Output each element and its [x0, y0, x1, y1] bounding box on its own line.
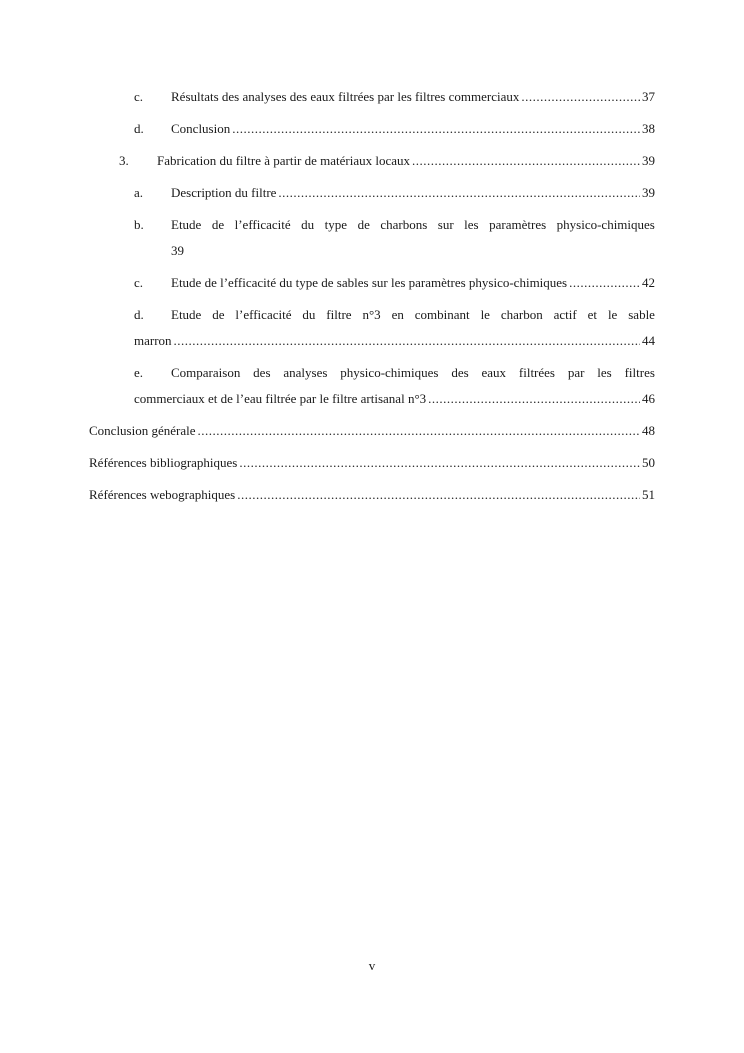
- toc-entry-title: Description du filtre: [171, 185, 277, 200]
- toc-entry-title: Etude de l’efficacité du type de sables sur les paramètres physico-chimiques: [171, 275, 568, 290]
- toc-entry-title: Etude de l’efficacité du filtre n°3 en combinant le charbon actif et le sable: [171, 307, 655, 322]
- toc-entry-title: Références bibliographiques: [89, 455, 238, 470]
- toc-entry[interactable]: [134, 275, 655, 291]
- toc-entry-title-continued: marron: [134, 333, 172, 348]
- dot-leader: [232, 121, 640, 137]
- toc-entry-page: 44: [642, 333, 655, 348]
- toc-entry-marker: d.: [134, 307, 144, 322]
- toc-entry-marker: d.: [134, 121, 144, 136]
- toc-entry-title: Comparaison des analyses physico-chimiques des eaux filtrées par les filtres: [171, 365, 655, 380]
- dot-leader: [198, 423, 641, 439]
- toc-entry[interactable]: [89, 423, 655, 439]
- dot-leader: [237, 487, 640, 503]
- dot-leader: [412, 153, 640, 169]
- toc-entry[interactable]: [89, 487, 655, 503]
- toc-entry-title: Résultats des analyses des eaux filtrées par les filtres commerciaux: [171, 89, 520, 104]
- dot-leader: [239, 455, 640, 471]
- toc-entry-marker: b.: [134, 217, 144, 232]
- toc-entry[interactable]: [89, 455, 655, 471]
- toc-entry-marker: c.: [134, 89, 144, 104]
- dot-leader: [278, 185, 640, 201]
- toc-entry-marker: 3.: [119, 153, 129, 168]
- toc-entry-page: 38: [642, 121, 655, 136]
- toc-entry[interactable]: [134, 121, 655, 137]
- toc-entry-title: Références webographiques: [89, 487, 236, 502]
- toc-entry-marker: e.: [134, 365, 144, 380]
- toc-entry[interactable]: [119, 153, 655, 169]
- dot-leader: [174, 333, 640, 349]
- toc-entry-page: 42: [642, 275, 655, 290]
- toc-entry-page: 48: [642, 423, 655, 438]
- toc-entry-page: 39: [642, 185, 655, 200]
- dot-leader: [428, 391, 640, 407]
- toc-entry-page: 39: [642, 153, 655, 168]
- toc-entry[interactable]: [134, 89, 655, 105]
- toc-entry-title: Etude de l’efficacité du type de charbons sur les paramètres physico-chimiques: [171, 217, 655, 232]
- toc-entry-title-continued: commerciaux et de l’eau filtrée par le filtre artisanal n°3: [134, 391, 427, 406]
- page-number: v: [368, 958, 376, 973]
- toc-entry-marker: c.: [134, 275, 144, 290]
- toc-entry-marker: a.: [134, 185, 144, 200]
- toc-entry-title: Fabrication du filtre à partir de matériaux locaux: [157, 153, 411, 168]
- toc-entry-page: 39: [171, 243, 184, 258]
- toc-entry-title: Conclusion générale: [89, 423, 196, 438]
- toc-entry-page: 46: [642, 391, 655, 406]
- toc-entry-page: 51: [642, 487, 655, 502]
- toc-entry[interactable]: [134, 185, 655, 201]
- dot-leader: [521, 89, 640, 105]
- toc-entry-title: Conclusion: [171, 121, 231, 136]
- toc-entry-page: 37: [642, 89, 655, 104]
- dot-leader: [569, 275, 640, 291]
- toc-entry-page: 50: [642, 455, 655, 470]
